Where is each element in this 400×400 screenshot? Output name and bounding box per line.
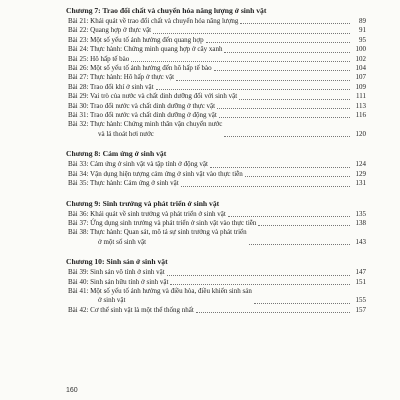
entry-title-line: Bài 42: Cơ thể sinh vật là một thể thống nhất — [68, 305, 194, 314]
entry-title-line: Bài 28: Trao đổi khí ở sinh vật — [68, 82, 154, 91]
toc-entry[interactable] — [66, 55, 366, 64]
toc-entry[interactable] — [66, 111, 366, 120]
entry-title-line: Bài 35: Thực hành: Cảm ứng ở sinh vật — [68, 179, 179, 188]
entry-page-number: 124 — [355, 160, 366, 169]
toc-entry[interactable] — [66, 83, 366, 92]
entry-page-number: 129 — [355, 169, 366, 178]
dot-leader — [167, 275, 350, 276]
entry-page-number: 100 — [355, 45, 366, 54]
entry-title — [68, 55, 129, 64]
entry-page-number: 111 — [356, 92, 366, 101]
dot-leader — [156, 89, 350, 90]
entry-title-line: Bài 31: Trao đổi nước và chất dinh dưỡng ở động vật — [68, 111, 217, 120]
entry-title-continuation: ở sinh vật — [98, 296, 126, 305]
entry-title-continuation: và lá thoát hơi nước — [98, 129, 154, 138]
entry-page-number: 107 — [355, 73, 366, 82]
entry-title — [68, 287, 252, 306]
dot-leader — [224, 52, 350, 53]
entry-title — [68, 210, 226, 219]
entry-title-continuation: ở một số sinh vật — [98, 237, 147, 246]
entry-page-number: 89 — [359, 17, 366, 25]
entry-page-number: 155 — [355, 296, 366, 305]
entry-page-number: 135 — [355, 209, 366, 218]
entry-page-number: 116 — [355, 111, 366, 120]
chapter-title: Chương 8: Cảm ứng ở sinh vật — [66, 149, 167, 159]
dot-leader — [153, 33, 350, 34]
toc-entry[interactable] — [66, 36, 366, 45]
chapter-section — [66, 6, 366, 139]
dot-leader — [228, 216, 350, 217]
entry-title-line: Bài 29: Vai trò của nước và chất dinh dưỡng đối với sinh vật — [68, 92, 238, 101]
entry-title — [68, 179, 179, 188]
toc-entry[interactable] — [66, 160, 366, 169]
entry-title — [68, 45, 222, 54]
toc-entry[interactable] — [66, 102, 366, 111]
entry-page-number: 157 — [355, 305, 366, 314]
entry-title-line: Bài 23: Một số yếu tố ảnh hưởng đến quang hợp — [68, 35, 204, 44]
toc-entry[interactable] — [66, 219, 366, 228]
entry-page-number: 91 — [359, 26, 366, 35]
entry-title-line: Bài 39: Sinh sản vô tính ở sinh vật — [68, 268, 165, 277]
entry-title — [68, 219, 256, 228]
dot-leader — [196, 312, 350, 313]
chapter-section — [66, 257, 366, 315]
dot-leader — [170, 284, 350, 285]
entry-title-line: Bài 21: Khái quát về trao đổi chất và chuyển hóa năng lượng — [68, 17, 239, 25]
dot-leader — [224, 136, 350, 137]
dot-leader — [214, 70, 350, 71]
entry-title — [68, 83, 154, 92]
entry-title — [68, 120, 222, 139]
dot-leader — [258, 225, 350, 226]
dot-leader — [181, 186, 350, 187]
entry-title — [68, 17, 238, 26]
toc-entry[interactable] — [66, 287, 366, 306]
toc-entry[interactable] — [66, 17, 366, 26]
entry-title-line: Bài 32: Thực hành: Chứng minh thân vận chuyển nước — [68, 120, 223, 129]
toc-entry[interactable] — [66, 73, 366, 82]
entry-title-line: Bài 40: Sinh sản hữu tính ở sinh vật — [68, 277, 169, 286]
dot-leader — [217, 108, 350, 109]
entry-title-line: Bài 36: Khái quát về sinh trưởng và phát triển ở sinh vật — [68, 209, 226, 218]
entry-title — [68, 92, 237, 101]
entry-title-line: Bài 37: Ứng dụng sinh trưởng và phát triển ở sinh vật vào thực tiễn — [68, 218, 257, 227]
dot-leader — [131, 61, 350, 62]
entry-page-number: 104 — [355, 64, 366, 73]
entry-page-number: 120 — [355, 129, 366, 138]
chapter-title: Chương 10: Sinh sản ở sinh vật — [66, 257, 168, 267]
entry-title-line: Bài 33: Cảm ứng ở sinh vật và tập tính ở động vật — [68, 160, 208, 169]
entry-title — [68, 278, 168, 287]
dot-leader — [254, 303, 350, 304]
entry-page-number: 109 — [355, 82, 366, 91]
entry-title — [68, 102, 215, 111]
entry-title-line: Bài 30: Trao đổi nước và chất dinh dưỡng ở thực vật — [68, 101, 216, 110]
page-number: 160 — [66, 387, 78, 394]
toc-entry[interactable] — [66, 268, 366, 277]
toc-entry[interactable] — [66, 228, 366, 247]
chapter-title: Chương 9: Sinh trưởng và phát triển ở sinh vật — [66, 198, 220, 208]
toc-entry[interactable] — [66, 26, 366, 35]
chapter-title: Chương 7: Trao đổi chất và chuyển hóa năng lượng ở sinh vật — [66, 6, 267, 15]
dot-leader — [240, 23, 350, 24]
entry-title — [68, 228, 247, 247]
entry-page-number: 95 — [359, 35, 366, 44]
entry-title-line: Bài 25: Hô hấp tế bào — [68, 54, 130, 63]
entry-title — [68, 160, 208, 169]
entry-title — [68, 268, 165, 277]
chapter-section — [66, 199, 366, 248]
entry-page-number: 147 — [355, 268, 366, 277]
toc-entry[interactable] — [66, 45, 366, 54]
entry-page-number: 113 — [355, 101, 366, 110]
dot-leader — [219, 117, 350, 118]
table-of-contents — [66, 6, 366, 325]
toc-entry[interactable] — [66, 278, 366, 287]
toc-entry[interactable] — [66, 170, 366, 179]
dot-leader — [206, 42, 350, 43]
entry-title-line: Bài 27: Thực hành: Hô hấp ở thực vật — [68, 73, 175, 82]
entry-title-line: Bài 24: Thực hành: Chứng minh quang hợp ở cây xanh — [68, 45, 223, 54]
entry-title-line: Bài 26: Một số yếu tố ảnh hưởng đến hô hấp tế bào — [68, 64, 212, 73]
entry-title-line: Bài 22: Quang hợp ở thực vật — [68, 26, 152, 35]
entry-title — [68, 306, 194, 315]
dot-leader — [210, 167, 350, 168]
entry-title — [68, 73, 174, 82]
toc-entry[interactable] — [66, 179, 366, 188]
entry-page-number: 138 — [355, 218, 366, 227]
toc-entry[interactable] — [66, 210, 366, 219]
entry-page-number: 102 — [355, 54, 366, 63]
entry-title — [68, 170, 243, 179]
entry-title-line: Bài 41: Một số yếu tố ảnh hưởng và điều hòa, điều khiển sinh sản — [68, 286, 252, 295]
entry-title — [68, 64, 212, 73]
toc-entry[interactable] — [66, 64, 366, 73]
entry-title-line: Bài 38: Thực hành: Quan sát, mô tả sự sinh trưởng và phát triển — [68, 228, 247, 237]
dot-leader — [245, 176, 350, 177]
dot-leader — [239, 99, 350, 100]
toc-entry[interactable] — [66, 92, 366, 101]
dot-leader — [249, 244, 350, 245]
entry-title — [68, 26, 151, 35]
entry-title-line: Bài 34: Vận dụng hiện tượng cảm ứng ở sinh vật vào thực tiễn — [68, 169, 243, 178]
toc-entry[interactable] — [66, 120, 366, 139]
entry-title — [68, 111, 217, 120]
dot-leader — [176, 80, 350, 81]
toc-entry[interactable] — [66, 306, 366, 315]
entry-page-number: 143 — [355, 237, 366, 246]
entry-title — [68, 36, 204, 45]
chapter-section — [66, 149, 366, 188]
entry-page-number: 131 — [355, 179, 366, 188]
entry-page-number: 151 — [355, 277, 366, 286]
